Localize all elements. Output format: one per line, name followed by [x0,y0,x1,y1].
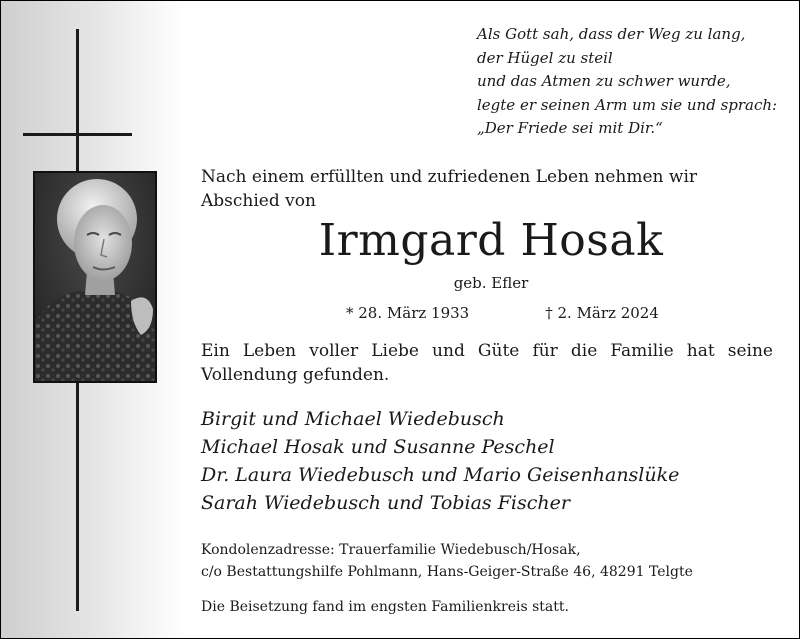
burial-note: Die Beisetzung fand im engsten Familienkreis statt. [201,599,569,615]
birth-name: geb. Efler [453,274,529,292]
condolence-line: c/o Bestattungshilfe Pohlmann, Hans-Geiger-Straße 46, 48291 Telgte [201,563,693,580]
death-date: † 2. März 2024 [545,304,659,322]
poem-line: der Hügel zu steil [477,48,613,67]
birth-date: * 28. März 1933 [346,304,470,322]
family-member: Birgit und Michael Wiedebusch [201,408,505,430]
poem-line: und das Atmen zu schwer wurde, [477,72,731,90]
life-statement: Ein Leben voller Liebe und Güte für die Familie hat seine Vollendung gefunden. [201,341,773,385]
life-dates [346,304,659,322]
cross-icon-horizontal-bar [23,133,132,136]
family-list [201,405,791,517]
poem-line: Als Gott sah, dass der Weg zu lang, [477,25,746,43]
family-member: Michael Hosak und Susanne Peschel [201,436,555,458]
family-member: Dr. Laura Wiedebusch und Mario Geisenhanslüke [201,464,680,486]
condolence-address [201,540,791,583]
condolence-line: Kondolenzadresse: Trauerfamilie Wiedebusch/Hosak, [201,542,581,558]
portrait-illustration [35,173,155,381]
family-member: Sarah Wiedebusch und Tobias Fischer [201,492,570,514]
portrait-photo [33,171,157,383]
poem-line: legte er seinen Arm um sie und sprach: [477,95,778,114]
intro-line: Abschied von [201,191,316,211]
poem-line: „Der Friede sei mit Dir.“ [477,119,663,137]
intro-text [201,165,741,213]
deceased-name: Irmgard Hosak [318,215,664,266]
intro-line: Nach einem erfüllten und zufriedenen Leben nehmen wir [201,167,698,187]
poem [477,23,797,141]
